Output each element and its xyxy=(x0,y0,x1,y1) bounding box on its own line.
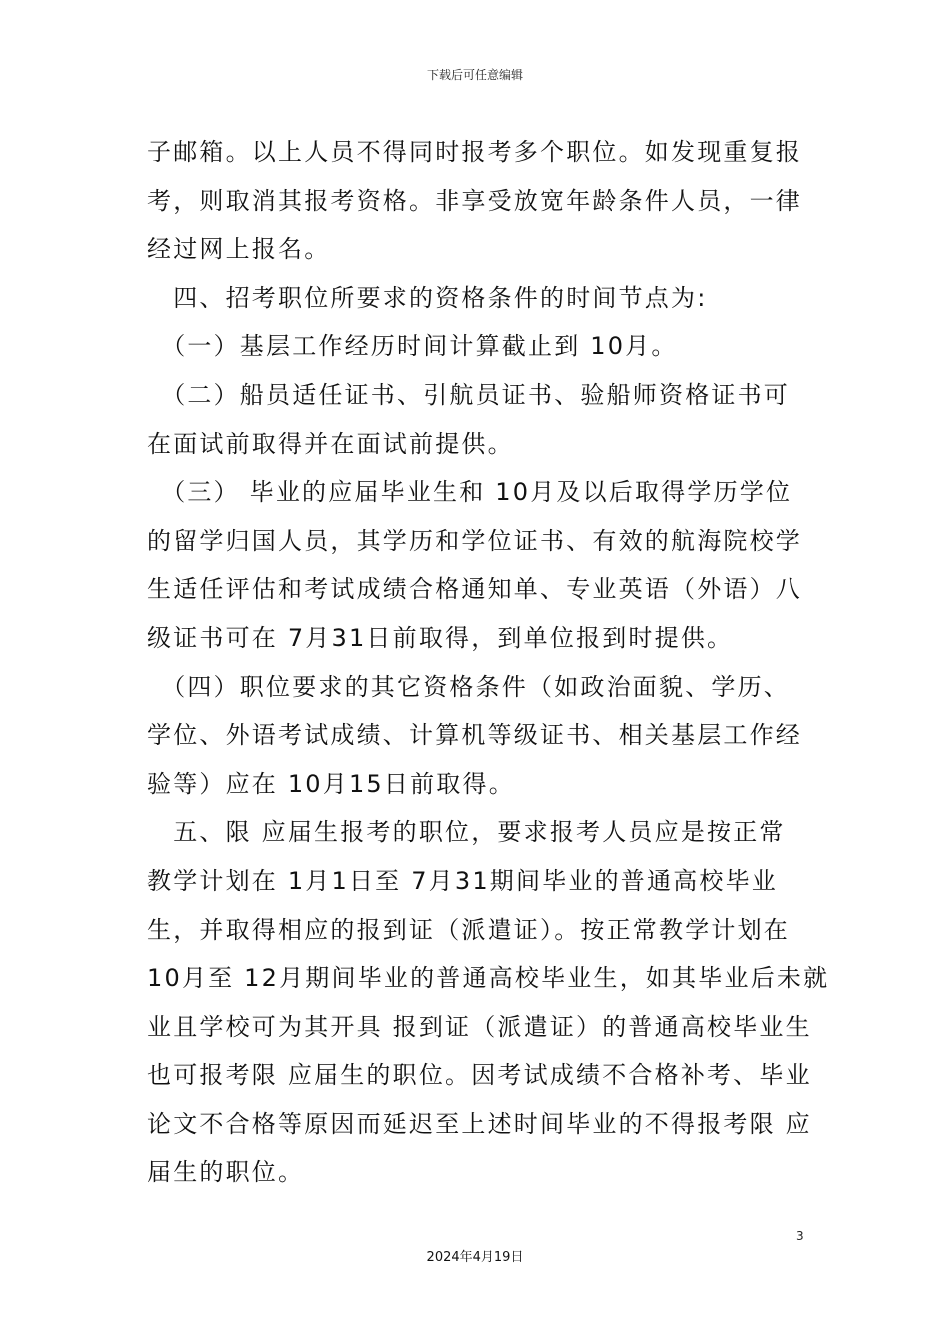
text-line: （三） 毕业的应届毕业生和 10月及以后取得学历学位 xyxy=(147,478,793,507)
text-line: 生，并取得相应的报到证（派遣证）。按正常教学计划在 xyxy=(147,915,790,944)
text-line: 也可报考限 应届生的职位。因考试成绩不合格补考、毕业 xyxy=(147,1061,812,1090)
text-line: 论文不合格等原因而延迟至上述时间毕业的不得报考限 应 xyxy=(147,1109,812,1138)
text-line: （四）职位要求的其它资格条件（如政治面貌、学历、 xyxy=(147,672,790,701)
text-line: 业且学校可为其开具 报到证（派遣证）的普通高校毕业生 xyxy=(147,1012,812,1041)
text-line: 生适任评估和考试成绩合格通知单、专业英语（外语）八 xyxy=(147,575,802,604)
text-line: 学位、外语考试成绩、计算机等级证书、相关基层工作经 xyxy=(147,721,802,750)
text-line: 级证书可在 7月31日前取得，到单位报到时提供。 xyxy=(147,623,734,652)
text-line: （二）船员适任证书、引航员证书、验船师资格证书可 xyxy=(147,380,790,409)
text-line: 考，则取消其报考资格。非享受放宽年龄条件人员，一律 xyxy=(147,186,802,215)
page-header: 下载后可任意编辑 xyxy=(426,68,523,82)
footer-date: 2024年4月19日 xyxy=(426,1250,524,1265)
text-line: 验等）应在 10月15日前取得。 xyxy=(147,769,515,798)
text-line: 10月至 12月期间毕业的普通高校毕业生，如其毕业后未就 xyxy=(147,964,830,993)
text-line: 届生的职位。 xyxy=(147,1158,305,1187)
text-line: 经过网上报名。 xyxy=(147,235,331,264)
text-line: 教学计划在 1月1日至 7月31期间毕业的普通高校毕业 xyxy=(147,866,779,895)
text-line: 在面试前取得并在面试前提供。 xyxy=(147,429,514,458)
document-body xyxy=(147,132,830,1201)
text-line: 子邮箱。以上人员不得同时报考多个职位。如发现重复报 xyxy=(147,138,802,166)
text-line: （一）基层工作经历时间计算截止到 10月。 xyxy=(147,332,678,361)
text-line: 的留学归国人员，其学历和学位证书、有效的航海院校学 xyxy=(147,526,802,555)
text-line: 五、限 应届生报考的职位，要求报考人员应是按正常 xyxy=(147,818,786,847)
page-number: 3 xyxy=(796,1229,804,1243)
text-line: 四、招考职位所要求的资格条件的时间节点为: xyxy=(147,283,708,312)
